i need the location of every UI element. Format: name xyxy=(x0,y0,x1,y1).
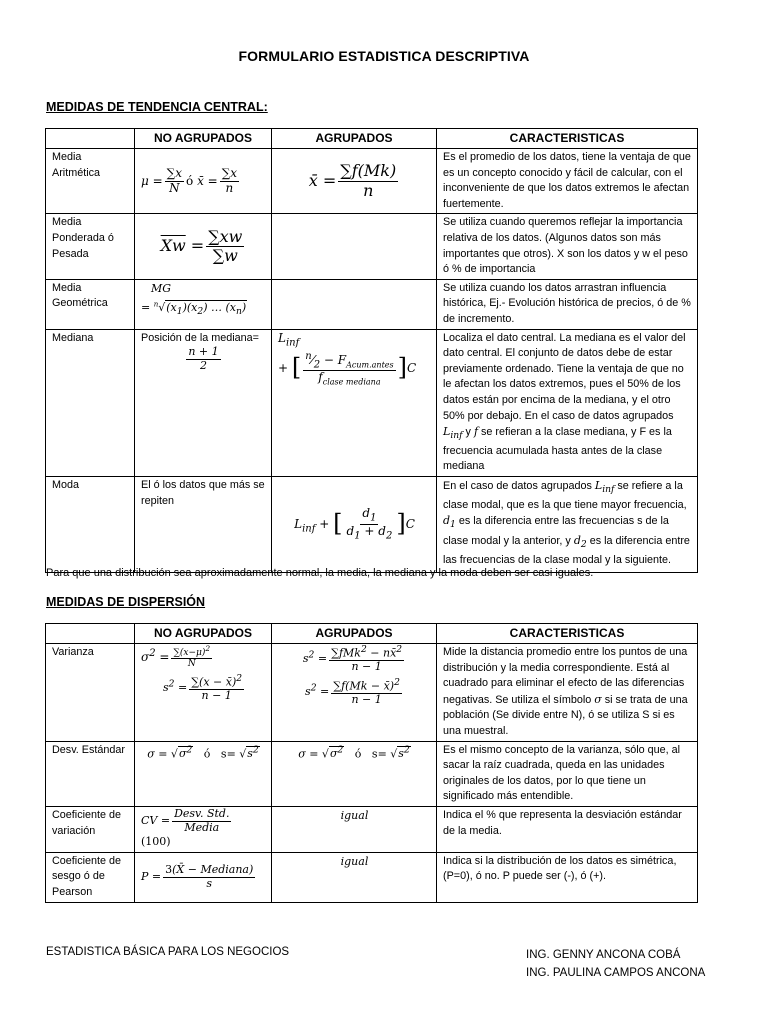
row-mediana xyxy=(46,329,698,477)
measure-name: Media Ponderada ó Pesada xyxy=(46,214,135,279)
table-header-row xyxy=(46,129,698,149)
dispersion-table xyxy=(45,623,698,903)
measure-name: Coeficiente de variación xyxy=(46,806,135,852)
normal-distribution-note: Para que una distribución sea aproximadamente normal, la media, la mediana y la moda deben ser casi iguales. xyxy=(46,567,594,579)
characteristics: Se utiliza cuando los datos arrastran influencia histórica, Ej.- Evolución histórica de precios, ó de % de incremento. xyxy=(437,279,698,329)
formula-no-agrupados: CV = $\frac{\text{Desv. Std.}}{\text{Media}}$ (100) xyxy=(135,806,272,852)
row-moda xyxy=(46,477,698,573)
measure-name: Moda xyxy=(46,477,135,573)
formula-agrupados: $L_{inf}$ + [ $\frac{d_1}{d_1 + d_2}$ ]C xyxy=(272,477,437,573)
characteristics: Mide la distancia promedio entre los puntos de una distribución y la media correspondiente. Está al cuadrado para eliminar el efecto de las diferencias negativas. Se utiliza el símbolo σ si se trata de una población (Se divide entre N), ó se utiliza S si es una muestral. xyxy=(437,644,698,742)
footer-authors xyxy=(526,946,705,982)
characteristics: Es el mismo concepto de la varianza, sólo que, al sacar la raíz cuadrada, queda en las unidades originales de los datos, por lo que tiene un significado más entendible. xyxy=(437,741,698,806)
measure-name: Coeficiente de sesgo ó de Pearson xyxy=(46,852,135,902)
characteristics: En el caso de datos agrupados $L_{inf}$ se refiere a la clase modal, que es la que tiene mayor frecuencia, $d_1$ es la diferencia entre las frecuencias s de la clase modal y la anterior, y $d_2$ es la diferencia entre las frecuencias de la clase modal y la siguiente. xyxy=(437,477,698,573)
header-agrupados: AGRUPADOS xyxy=(272,129,437,149)
median-position-label: Posición de la mediana= xyxy=(141,331,259,344)
formula-no-agrupados: $\sigma^2$ = $\frac{\sum(x-\mu)^2}{N}$ $s^2$ = $\frac{\sum(x - x̄)^2}{n - 1}$ xyxy=(135,644,272,742)
section-title-dispersion: MEDIDAS DE DISPERSIÓN xyxy=(46,595,206,609)
row-media-aritmetica xyxy=(46,149,698,214)
formula-agrupados: igual xyxy=(272,852,437,902)
header-agrupados: AGRUPADOS xyxy=(272,624,437,644)
characteristics: Indica el % que representa la desviación estándar de la media. xyxy=(437,806,698,852)
measure-name: Varianza xyxy=(46,644,135,742)
row-coeficiente-variacion xyxy=(46,806,698,852)
formula-agrupados: igual xyxy=(272,806,437,852)
characteristics: Indica si la distribución de los datos es simétrica, (P=0), ó no. P puede ser (-), ó (+). xyxy=(437,852,698,902)
formula-agrupados: $\sigma = √\sigma^2$ ó $s= √s^2$ xyxy=(272,741,437,806)
footer-author-1: ING. GENNY ANCONA COBÁ xyxy=(526,949,681,961)
formula-no-agrupados: μ = $\frac{\sum x}{N}$ ó x̄ = $\frac{\sum x}{n}$ xyxy=(135,149,272,214)
header-caracteristicas: CARACTERISTICAS xyxy=(437,624,698,644)
measure-name: Media Aritmética xyxy=(46,149,135,214)
characteristics: Localiza el dato central. La mediana es el valor del dato central. El conjunto de datos debe de estar previamente ordenado. Tiene la ventaja de que no le afectan los datos extremos, pues el 50% de los datos están por encima de la mediana, y el otro 50% por debajo. En el caso de datos agrupados $L_{inf}$ y f se refieran a la clase mediana, y F es la frecuencia acumulada hasta antes de la clase mediana xyxy=(437,329,698,477)
measure-name: Desv. Estándar xyxy=(46,741,135,806)
header-caracteristicas: CARACTERISTICAS xyxy=(437,129,698,149)
row-desv-estandar xyxy=(46,741,698,806)
table-header-row xyxy=(46,624,698,644)
formula-no-agrupados: $\overline{Xw}$ = $\frac{\sum xw}{\sum w}$ xyxy=(135,214,272,279)
formula-no-agrupados: El ó los datos que más se repiten xyxy=(135,477,272,573)
header-empty xyxy=(46,624,135,644)
formula-agrupados: $s^2$ = $\frac{\sum fMk^2 - nx̄^2}{n - 1}$ $s^2$ = $\frac{\sum f(Mk - x̄)^2}{n - 1}$ xyxy=(272,644,437,742)
header-no-agrupados: NO AGRUPADOS xyxy=(135,624,272,644)
footer-course: ESTADISTICA BÁSICA PARA LOS NEGOCIOS xyxy=(46,946,290,958)
header-empty xyxy=(46,129,135,149)
row-varianza xyxy=(46,644,698,742)
formula-no-agrupados: Posición de la mediana= $\frac{n + 1}{2}$ xyxy=(135,329,272,477)
row-media-ponderada xyxy=(46,214,698,279)
page-title: FORMULARIO ESTADISTICA DESCRIPTIVA xyxy=(238,48,530,64)
central-tendency-table xyxy=(45,128,698,573)
formula-no-agrupados: P = $\frac{\text{3(X̄ − Mediana)}}{s}$ xyxy=(135,852,272,902)
header-no-agrupados: NO AGRUPADOS xyxy=(135,129,272,149)
formula-no-agrupados: MG = $^n√(x_1)(x_2)$ … $(x_n)$ xyxy=(135,279,272,329)
measure-name: Media Geométrica xyxy=(46,279,135,329)
characteristics: Se utiliza cuando queremos reflejar la importancia relativa de los datos. (Algunos datos son más importantes que otros). X son los datos y w el peso ó % de importancia xyxy=(437,214,698,279)
measure-name: Mediana xyxy=(46,329,135,477)
characteristics: Es el promedio de los datos, tiene la ventaja de que es un concepto conocido y fácil de calcular, con el inconveniente de que los datos extremos le afectan fuertemente. xyxy=(437,149,698,214)
row-coeficiente-sesgo xyxy=(46,852,698,902)
formula-agrupados: $L_{inf}$ + [ $\frac{^n⁄_2 - F_{Acum.antes}}{f_{clase mediana}}$ ]C xyxy=(272,329,437,477)
formula-agrupados xyxy=(272,214,437,279)
formula-no-agrupados: $\sigma = √\sigma^2$ ó $s= √s^2$ xyxy=(135,741,272,806)
formula-agrupados xyxy=(272,279,437,329)
section-title-central: MEDIDAS DE TENDENCIA CENTRAL: xyxy=(46,100,268,114)
row-media-geometrica xyxy=(46,279,698,329)
formula-agrupados: x̄ = $\frac{\sum f(Mk)}{n}$ xyxy=(272,149,437,214)
footer-author-2: ING. PAULINA CAMPOS ANCONA xyxy=(526,967,706,979)
